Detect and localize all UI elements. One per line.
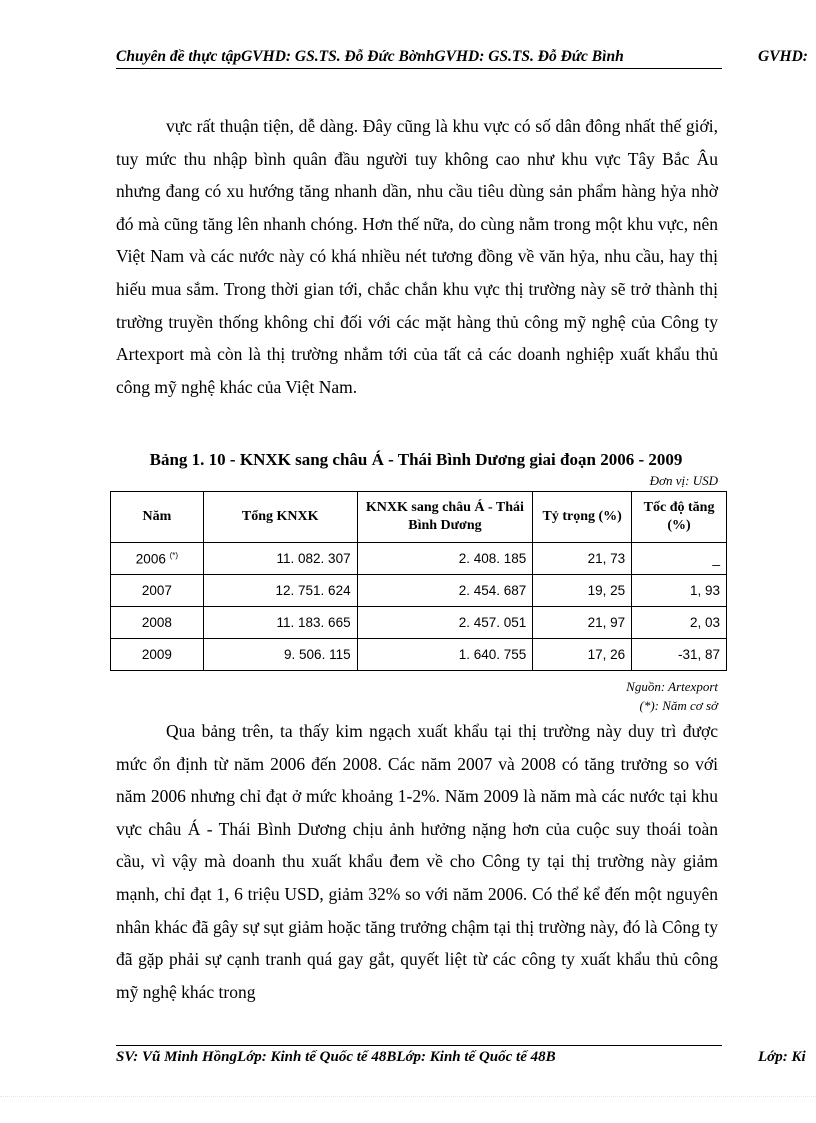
table-unit: Đơn vị: USD	[649, 473, 718, 488]
cell-total: 11. 183. 665	[203, 607, 357, 639]
table-row	[111, 639, 727, 671]
header-left-text: Chuyên đề thực tậpGVHD: GS.TS. Đỗ Đức BờnhGVHD: GS.TS. Đỗ Đức Bình	[116, 48, 624, 65]
table-source: Nguồn: Artexport	[626, 679, 718, 694]
footer-right-text: Lớp: Ki	[758, 1049, 806, 1065]
cell-total: 11. 082. 307	[203, 543, 357, 575]
header-growth: Tốc độ tăng (%)	[632, 492, 727, 543]
cell-asia: 2. 454. 687	[357, 575, 533, 607]
header-year: Năm	[111, 492, 204, 543]
cell-share: 19, 25	[533, 575, 632, 607]
header-total: Tổng KNXK	[203, 492, 357, 543]
base-year-mark: (*)	[169, 550, 179, 560]
table-row	[111, 575, 727, 607]
cell-year: 2007	[111, 575, 204, 607]
cell-growth: -31, 87	[632, 639, 727, 671]
header-right-text: GVHD:	[758, 48, 808, 65]
paragraph-1	[116, 110, 718, 403]
header-rule	[116, 68, 722, 69]
cell-share: 21, 97	[533, 607, 632, 639]
cell-growth: _	[632, 543, 727, 575]
table-header-row	[111, 492, 727, 543]
cell-year: 2009	[111, 639, 204, 671]
cell-year: 2008	[111, 607, 204, 639]
cell-year: 2006 (*)	[111, 543, 204, 575]
page-bottom-border	[0, 1096, 816, 1097]
cell-total: 9. 506. 115	[203, 639, 357, 671]
paragraph-1-text: vực rất thuận tiện, dễ dàng. Đây cũng là khu vực có số dân đông nhất thế giới, tuy mức thu nhập bình quân đầu người tuy không cao như khu vực Tây Bắc Âu nhưng đang có xu hướng tăng nhanh dần, nhu cầu tiêu dùng sản phẩm hàng hỷa nhờ đó mà cũng tăng lên nhanh chóng. Hơn thế nữa, do cùng nằm trong một khu vực, nên Việt Nam và các nước này có khá nhiều nét tương đồng về văn hỷa, nhu cầu, hay thị hiếu mua sắm. Trong thời gian tới, chắc chắn khu vực thị trường này sẽ trở thành thị trường truyền thống không chỉ đối với các mặt hàng thủ công mỹ nghệ của Công ty Artexport mà còn là thị trường nhắm tới của tất cả các doanh nghiệp xuất khẩu thủ công mỹ nghệ khác của Việt Nam.	[116, 116, 718, 397]
footer-left-text: SV: Vũ Minh HồngLớp: Kinh tế Quốc tế 48BLớp: Kinh tế Quốc tế 48B	[116, 1049, 556, 1065]
cell-growth: 2, 03	[632, 607, 727, 639]
cell-growth: 1, 93	[632, 575, 727, 607]
cell-share: 17, 26	[533, 639, 632, 671]
header-share: Tỷ trọng (%)	[533, 492, 632, 543]
cell-share: 21, 73	[533, 543, 632, 575]
export-table	[110, 491, 727, 671]
table-note: (*): Năm cơ sở	[639, 698, 718, 713]
table-row	[111, 607, 727, 639]
paragraph-2-text: Qua bảng trên, ta thấy kim ngạch xuất khẩu tại thị trường này duy trì được mức ổn định từ năm 2006 đến 2008. Các năm 2007 và 2008 có tăng trưởng so với năm 2006 nhưng chỉ đạt ở mức khoảng 1-2%. Năm 2009 là năm mà các nước tại khu vực châu Á - Thái Bình Dương chịu ảnh hưởng nặng hơn của cuộc suy thoái toàn cầu, vì vậy mà doanh thu xuất khẩu đem về cho Công ty tại thị trường này giảm mạnh, chỉ đạt 1, 6 triệu USD, giảm 32% so với năm 2006. Có thể kể đến một nguyên nhân khác đã gây sự sụt giảm hoặc tăng trưởng chậm tại thị trường này, đó là Công ty đã gặp phải sự cạnh tranh quá gay gắt, quyết liệt từ các công ty xuất khẩu thủ công mỹ nghệ khác trong	[116, 721, 718, 1002]
cell-asia: 2. 457. 051	[357, 607, 533, 639]
table-row	[111, 543, 727, 575]
cell-total: 12. 751. 624	[203, 575, 357, 607]
page-footer	[116, 1049, 816, 1071]
cell-asia: 2. 408. 185	[357, 543, 533, 575]
paragraph-2	[116, 715, 718, 1008]
page-header	[116, 48, 816, 70]
table-title: Bảng 1. 10 - KNXK sang châu Á - Thái Bình Dương giai đoạn 2006 - 2009	[149, 450, 683, 469]
header-asia: KNXK sang châu Á - Thái Bình Dương	[357, 492, 533, 543]
cell-asia: 1. 640. 755	[357, 639, 533, 671]
footer-rule	[116, 1045, 722, 1046]
